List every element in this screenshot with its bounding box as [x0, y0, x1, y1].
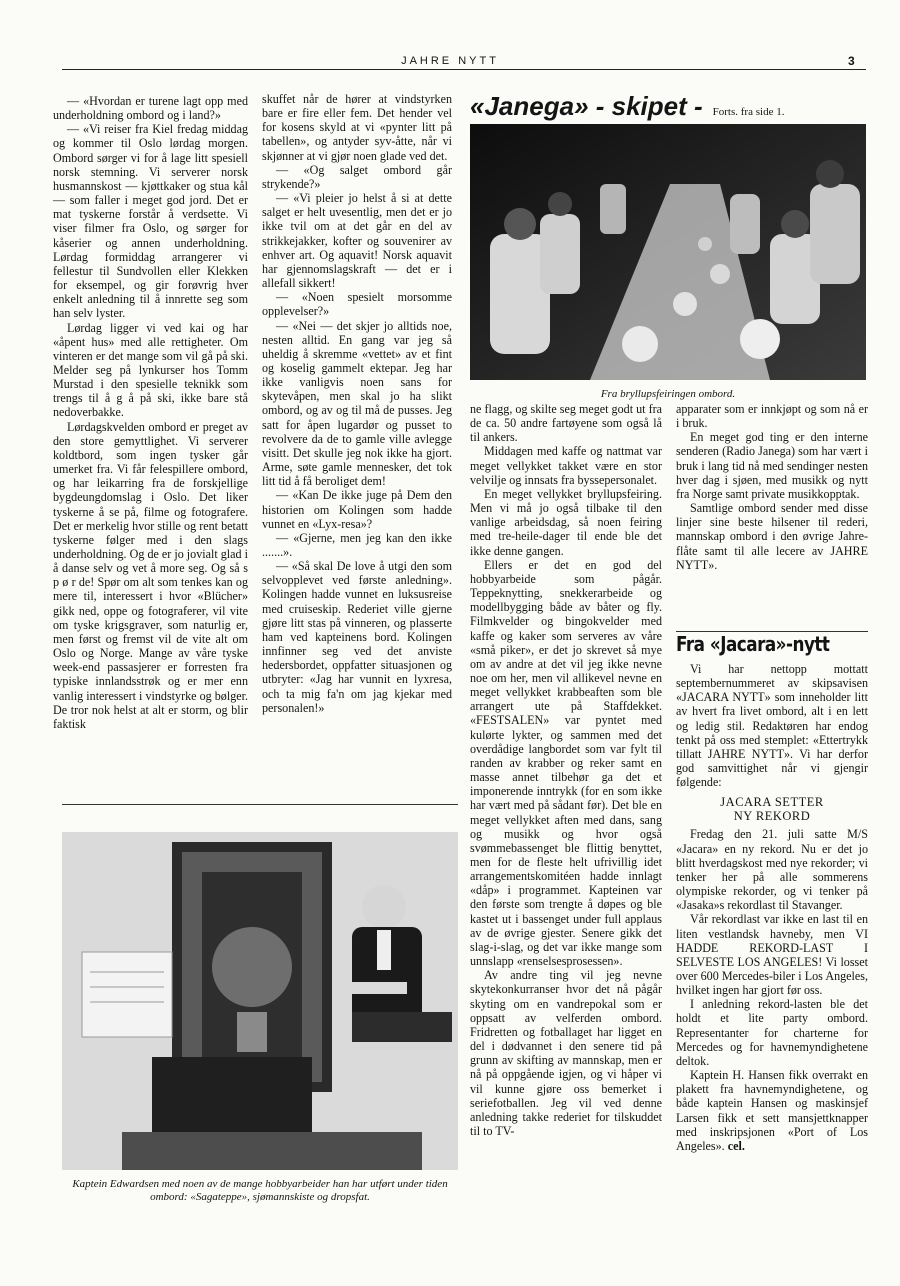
paragraph: — «Gjerne, men jeg kan den ikke .......». — [262, 530, 452, 559]
paragraph: Fredag den 21. juli satte M/S «Jacara» en ny rekord. Nu er det jo blitt hverdagskost med nye rekorder; vi tenker her på alle sommerens olympiske rekorder, og vi tenker på «Jasaka»s rekordlast til Stavanger. — [676, 827, 868, 913]
paragraph: I anledning rekord-lasten ble det holdt et lite party ombord. Representanter for charterne for Mercedes og for havnemyndighetene deltok. — [676, 997, 868, 1068]
paragraph: — «Noen spesielt morsomme opplevelser?» — [262, 290, 452, 319]
paragraph: skuffet når de hører at vindstyrken bare er fire eller fem. Det hender vel for kosens skyld at vi «pynter litt på tabellen», og antyder syv-åtte, når vi skjønner at vi gjør noen glade ved det. — [262, 92, 452, 163]
article-column-1 — [53, 94, 248, 731]
paragraph — [676, 1068, 868, 1153]
article-column-2 — [262, 92, 452, 715]
paragraph: — «Kan De ikke juge på Dem den historien om Kolingen som hadde vunnet en «Lyx-resa»? — [262, 488, 452, 531]
paragraph: Middagen med kaffe og nattmat var meget vellykket takket være en stor velvilje og innsats fra byssepersonalet. — [470, 444, 662, 487]
janega-headline — [470, 91, 784, 122]
subheading — [676, 795, 868, 823]
paragraph: — «Så skal De love å utgi den som selvopplevet ved første anledning». Kolingen hadde vunnet en luksusreise med cruiseskip. Rederiet ville gjerne gjøre litt stas på vinneren, og plasserte ham ved kapteinens bord. Kolingen innfinner seg ved det anviste hedersbordet, oppfatter situasjonen og utbryter: «Jag har vunnit en lyxresa, och ta mig fa'n om jag kjekar med personalen!» — [262, 559, 452, 715]
paragraph: ne flagg, og skilte seg meget godt ut fra de ca. 50 andre fartøyene som også lå til ankers. — [470, 402, 662, 445]
article-column-3 — [470, 402, 662, 1138]
paragraph: Vi har nettopp mottatt septembernummeret av skipsavisen «JACARA NYTT» som inneholder litt av hvert fra livet ombord, alt i en lett og ledig stil. Redaktøren har endog tenkt på oss med stemplet: «Ettertrykk tillatt JAHRE NYTT». Vi har derfor god samvittighet når vi gjengir følgende: — [676, 662, 868, 790]
paragraph: — «Vi pleier jo helst å si at dette salget er helt uvesentlig, men det er jo ikke tvil om at det går en del av strikkejakker, kofter og souvenirer av enhver art. Og aquavit! Norsk aquavit har gjennomslagskraft — det er i allefall sikkert! — [262, 191, 452, 291]
continued-note: Forts. fra side 1. — [712, 106, 785, 118]
paragraph: Av andre ting vil jeg nevne skytekonkurranser hvor det nå pågår skyting om en vandrepokal som er oppsatt av velferden ombord. Fridretten og fotballaget har ligget en del i dødvannet i den senere tid på grunn av skifting av mannskap, men er nå på oppgående igjen, og vi håper vi vil kunne gjøre oss bemerket i seriefotballen. Jeg vil ved denne anledning takke rederiet for tilskuddet til to TV- — [470, 968, 662, 1138]
captain-photo-caption: Kaptein Edwardsen med noen av de mange hobbyarbeider han har utført under tiden ombord: «Sagateppe», sjømannskiste og dropsfat. — [72, 1178, 448, 1203]
header-rule — [62, 69, 866, 70]
paragraph-text: Kaptein H. Hansen fikk overrakt en plakett fra havnemyndighetene, og både kaptein Hansen og maskinsjef Larsen fikk et sett mansjettknapper med inskripsjonen «Port of Los Angeles». — [676, 1068, 868, 1153]
paragraph: — «Vi reiser fra Kiel fredag middag og kommer til Oslo lørdag morgen. Ombord sørger vi for å lage litt spesiell norsk stemning. Vi serverer norsk husmannskost — kjøttkaker og stua kål — som faller i meget god jord. Det er mat tyskerne forstår å verdsette. Vi viser filmer fra Oslo, og sørger for kåserier og annen underholdning. Lørdag formiddag arrangerer vi fellestur til Sundvollen eller Klekken for eksempel, og gir forøvrig hver enkelt anledning til å innrette seg som han selv lyster. — [53, 122, 248, 321]
paragraph: Vår rekordlast var ikke en last til en liten vestlandsk havneby, men VI HADDE REKORD-LAST I SELVESTE LOS ANGELES! Vi losset over 600 Mercedes-biler i Los Angeles, hvilket ingen har gjort før oss. — [676, 912, 868, 998]
page-number: 3 — [848, 54, 855, 68]
subheading-line-2: NY REKORD — [733, 809, 811, 824]
paragraph: Samtlige ombord sender med disse linjer sine beste hilsener til rederi, mannskap ombord i den øvrige Jahre-flåte samt til alle leсere av JAHRE NYTT». — [676, 501, 868, 572]
running-head: JAHRE NYTT — [401, 55, 499, 67]
jacara-headline: Fra «Jacara»-nytt — [676, 632, 830, 656]
paragraph: — «Nei — det skjer jo alltids noe, nesten alltid. En gang var jeg så uheldig å skremme «vettet» av et fint og koselig gammelt ektepar. Jeg har ikke vanligvis noen sans for skytevåpen, men skal jo ha slikt ombord, og av og til må de pusses. Jeg satt for åpen lugardør og pusset to revolvere da de to gamle ville avlegge visitt. Det skulle jeg nok ikke ha gjort. Arme, søte gamle mennesker, det tok litt tid å få beroliget dem! — [262, 318, 452, 489]
article-column-4 — [676, 402, 868, 572]
wedding-photo — [470, 124, 866, 380]
paragraph: Lørdag ligger vi ved kai og har «åpent hus» med alle rettigheter. Om vinteren er det mange som vil gå på ski. Melder seg på lynkurser hos Tomm Murstad i den spesielle teknikk som trengs til å g å på ski, ikke bare stå nedoverbakke. — [53, 320, 248, 420]
paragraph: Ellers er det en god del hobbyarbeide som pågår. Teppeknytting, snekkerarbeide og modellbygging både av båter og fly. Filmkvelder og bingokvelder med kaffe og kaker som serveres av våre «små piker», er det jo skrevet så mye om av andre at det vil jeg ikke nevne noe om her, men vil allikevel nevne en meget vellykket krabbeaften som ble arrangert ute på Staffdekket. «FESTSALEN» var pyntet med kulørte lykter, og sammen med det overdådige langbordet som var fylt til randen av krabber og reker samt en masse annet tilbehør ga det et imponerende inntrykk (for en som ikke har vært med på sådant før). Det ble en meget vellykket aften med dans, sang og musikk og hvor også svømmebassenget ble flittig benyttet, men for de fleste helt ufrivillig idet arrangementskomitéen hadde innlagt «dåp» i programmet. Kapteinen var den første som trengte å døpes og ble kastet ut i bassenget under full applaus av de øvrige gjester. Senere gikk det slag-i-slag, og det var ikke mange som unnslapp «renselsesprosessen». — [470, 557, 662, 969]
subheading-line-1: JACARA SETTER — [720, 795, 824, 810]
captain-photo-image — [62, 832, 458, 1170]
paragraph: Lørdagskvelden ombord er preget av den store gemyttlighet. Vi serverer koldtbord, som ingen tysker går umerket fra. Vi får felespillere ombord, og har leikarring fra de forskjellige bygdeungdomslag i Oslo. Det liker tyskerne å se på, filme og fotografere. Det er merkelig hvor stille og rent betatt tyskerne følger med i den slags underholdning. Og de er jo jovialt glad i å danse selv og vet å more seg. Og så s p ø r de! Spør om alt som tenkes kan og mere til, interessert i hvor «Blücher» gikk ned, oppe og fotograferer, vil vite om tyske krigsgraver, som naturlig er, men først og fremst vil de vite alt om Oslo og Norge. Mange av våre tyske week-end passasjerer er forresten fra typiske innlandsstrøk og er mer enn vanlig interessert i vindstyrke og bølger. De tror nok helst at alt er storm, og blir faktisk — [53, 419, 248, 731]
jacara-article — [676, 662, 868, 1153]
paragraph: apparater som er innkjøpt og som nå er i bruk. — [676, 402, 868, 431]
paragraph: — «Og salget ombord går strykende?» — [262, 162, 452, 191]
paragraph: En meget god ting er den interne senderen (Radio Janega) som har vært i bruk i lang tid nå med sendinger nesten hver dag i sjøen, med musikk og nytt fra Norge samt private musikkopptak. — [676, 430, 868, 501]
captain-photo — [62, 832, 458, 1170]
headline-text: «Janega» - skipet - — [470, 91, 703, 121]
section-divider — [62, 804, 458, 805]
wedding-photo-image — [470, 124, 866, 380]
paragraph: — «Hvordan er turene lagt opp med underholdning ombord og i land?» — [53, 94, 248, 123]
paragraph: En meget vellykket bryllupsfeiring. Men vi må jo også tilbake til den vanlige arbeidsdag, så noen feiring med tre-heile-dager til ende ble det ikke denne gangen. — [470, 486, 662, 558]
signature: cel. — [727, 1138, 745, 1153]
wedding-photo-caption: Fra bryllupsfeiringen ombord. — [600, 388, 736, 400]
